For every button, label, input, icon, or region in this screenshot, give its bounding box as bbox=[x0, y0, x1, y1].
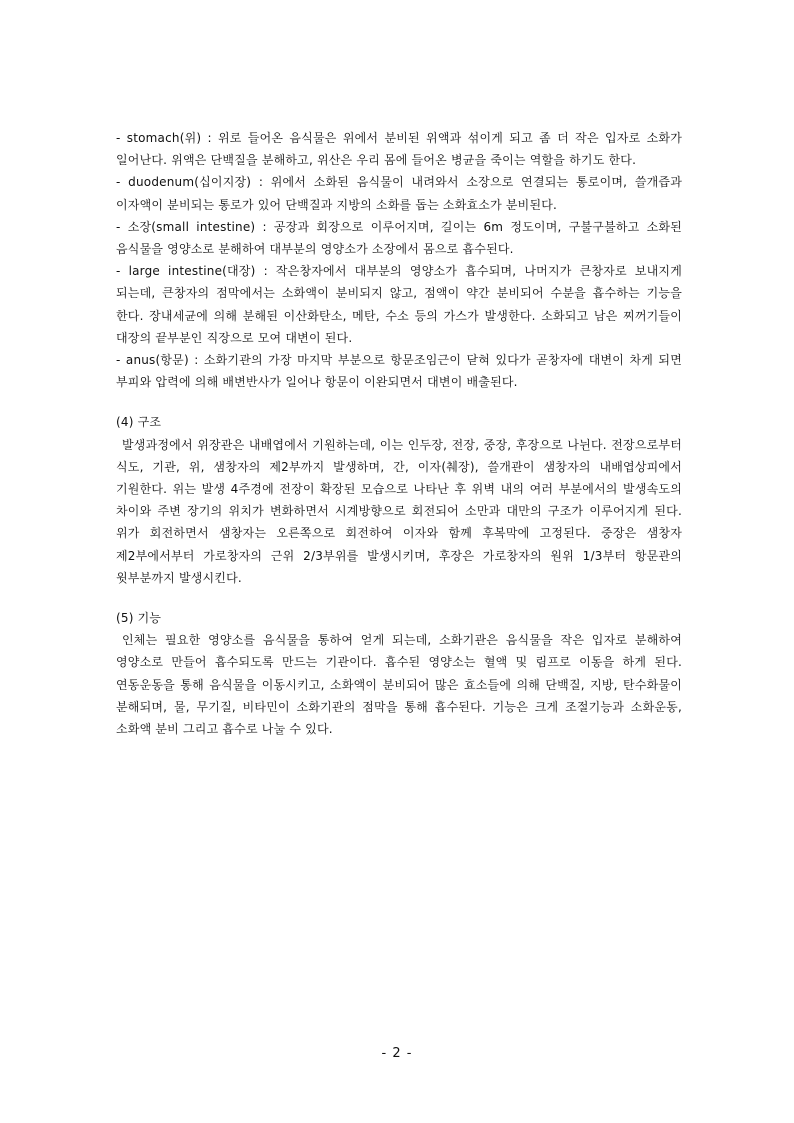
section-spacer bbox=[116, 393, 682, 411]
page-number: - 2 - bbox=[381, 1046, 413, 1061]
section-heading-function: (5) 기능 bbox=[116, 611, 162, 626]
document-body bbox=[116, 127, 682, 740]
section-spacer bbox=[116, 589, 682, 607]
paragraph-anus: - anus(항문) : 소화기관의 가장 마지막 부분으로 항문조임근이 닫혀 있다가 곧창자에 대변이 차게 되면 부피와 압력에 의해 배변반사가 일어나 항문이 이완되면서 대변이 배출된다. bbox=[116, 353, 682, 390]
paragraph-duodenum: - duodenum(십이지장) : 위에서 소화된 음식물이 내려와서 소장으로 연결되는 통로이며, 쓸개즙과 이자액이 분비되는 통로가 있어 단백질과 지방의 소화를 돕는 소화효소가 분비된다. bbox=[116, 175, 682, 212]
paragraph-small-intestine: - 소장(small intestine) : 공장과 회장으로 이루어지며, 길이는 6m 정도이며, 구불구불하고 소화된 음식물을 영양소로 분해하여 대부분의 영양소가 소장에서 몸으로 흡수된다. bbox=[116, 219, 682, 257]
section-heading-structure: (4) 구조 bbox=[116, 415, 162, 430]
paragraph-stomach: - stomach(위) : 위로 들어온 음식물은 위에서 분비된 위액과 섞이게 되고 좀 더 작은 입자로 소화가 일어난다. 위액은 단백질을 분해하고, 위산은 우리 몸에 들어온 병균을 죽이는 역할을 하기도 한다. bbox=[116, 131, 682, 168]
paragraph-structure: 발생과정에서 위장관은 내배엽에서 기원하는데, 이는 인두장, 전장, 중장, 후장으로 나뉜다. 전장으로부터 식도, 기관, 위, 샘창자의 제2부까지 발생하며, 간, 이자(췌장), 쓸개관이 샘창자의 내배엽상피에서 기원한다. 위는 발생 4주경에 전장이 확장된 모습으로 나타난 후 위벽 내의 여러 부분에서의 발생속도의 차이와 주변 장기의 위치가 변화하면서 시계방향으로 회전되어 소만과 대만의 구조가 이루어지게 된다. 위가 회전하면서 샘창자는 오른쪽으로 회전하여 이자와 함께 후복막에 고정된다. 중장은 샘창자 제2부에서부터 가로창자의 근위 2/3부위를 발생시키며, 후장은 가로창자의 원위 1/3부터 항문관의 윗부분까지 발생시킨다. bbox=[116, 437, 682, 585]
paragraph-large-intestine: - large intestine(대장) : 작은창자에서 대부분의 영양소가 흡수되며, 나머지가 큰창자로 보내지게 되는데, 큰창자의 점막에서는 소화액이 분비되지 않고, 점액이 약간 분비되어 수분을 흡수하는 기능을 한다. 장내세균에 의해 분해된 이산화탄소, 메탄, 수소 등의 가스가 발생한다. 소화되고 남은 찌꺼기들이 대장의 끝부분인 직장으로 모여 대변이 된다. bbox=[116, 264, 682, 345]
paragraph-function: 인체는 필요한 영양소를 음식물을 통하여 얻게 되는데, 소화기관은 음식물을 작은 입자로 분해하여 영양소로 만들어 흡수되도록 만드는 기관이다. 흡수된 영양소는 혈액 및 림프로 이동을 하게 된다. 연동운동을 통해 음식물을 이동시키고, 소화액이 분비되어 많은 효소들에 의해 단백질, 지방, 탄수화물이 분해되며, 물, 무기질, 비타민이 소화기관의 점막을 통해 흡수된다. 기능은 크게 조절기능과 소화운동, 소화액 분비 그리고 흡수로 나눌 수 있다. bbox=[116, 633, 682, 737]
